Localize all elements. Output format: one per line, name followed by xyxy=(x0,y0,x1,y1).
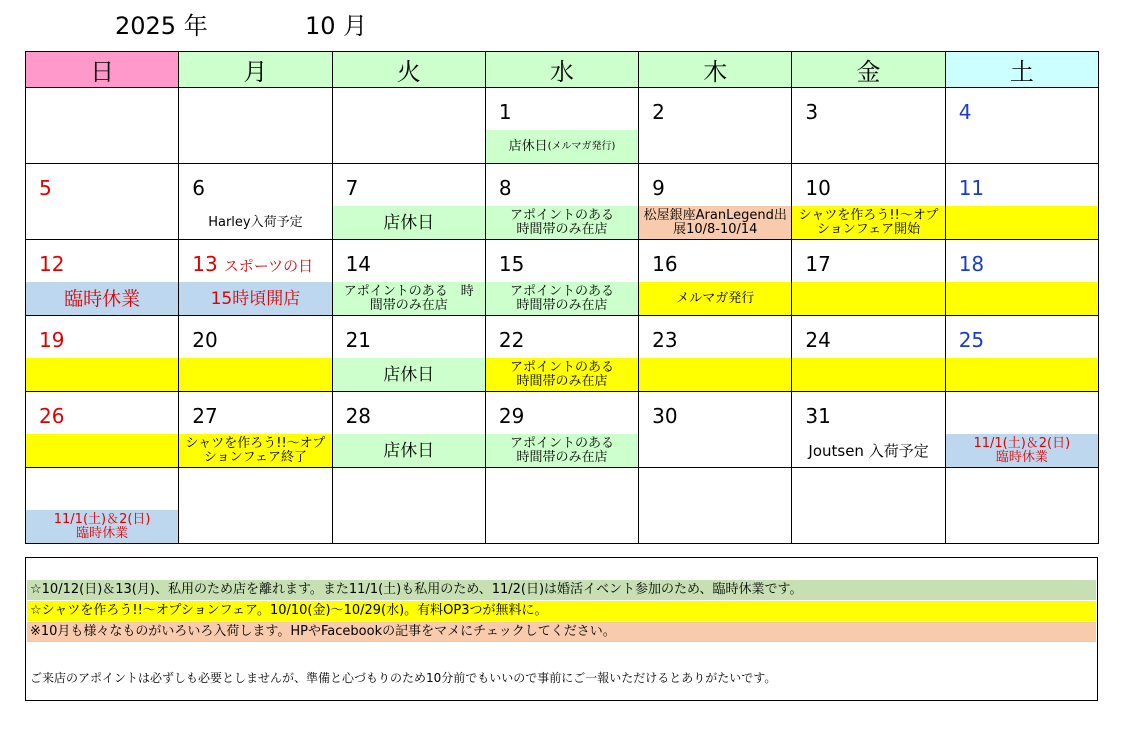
day-number xyxy=(39,328,64,352)
day-number xyxy=(805,100,818,124)
weekday-header-row xyxy=(26,52,1099,88)
day-number-text: 13 xyxy=(192,252,218,276)
calendar-day-cell xyxy=(792,240,945,316)
calendar-day-cell xyxy=(639,164,792,240)
event-text: 11/1(土)＆2(日) 臨時休業 xyxy=(53,511,151,541)
day-number xyxy=(499,176,512,200)
calendar-day-cell xyxy=(792,316,945,392)
day-number xyxy=(39,252,64,276)
calendar-week-row xyxy=(26,316,1099,392)
day-number-text: 23 xyxy=(652,328,678,352)
calendar-day-cell xyxy=(332,316,485,392)
day-number xyxy=(192,176,205,200)
day-number xyxy=(805,328,830,352)
calendar-day-cell xyxy=(332,240,485,316)
calendar-day-cell xyxy=(945,164,1098,240)
day-event-band xyxy=(333,434,485,467)
event-text: 店休日 xyxy=(383,212,435,233)
day-number-text: 11 xyxy=(958,176,985,200)
calendar-month: 10 月 xyxy=(305,12,368,40)
day-event-band xyxy=(486,282,638,315)
day-number xyxy=(805,252,830,276)
note-arrivals: ※10月も様々なものがいろいろ入荷します。HPやFacebookの記事をマメにチェックしてください。 xyxy=(27,622,1096,642)
day-number xyxy=(39,404,64,428)
day-number-text: 5 xyxy=(39,176,52,200)
day-number xyxy=(959,328,984,352)
day-number-text: 27 xyxy=(192,404,218,428)
weekday-tuesday: 火 xyxy=(332,52,485,88)
day-number-text: 9 xyxy=(652,176,665,200)
day-number xyxy=(346,328,371,352)
calendar-day-cell xyxy=(792,164,945,240)
event-text: メルマガ発行 xyxy=(676,290,755,306)
calendar-week-row xyxy=(26,240,1099,316)
weekday-saturday: 土 xyxy=(945,52,1098,88)
day-event-band xyxy=(486,206,638,239)
day-number-text: 16 xyxy=(652,252,678,276)
event-text: 15時頃開店 xyxy=(210,288,301,309)
day-number xyxy=(652,252,677,276)
calendar-day-cell xyxy=(26,164,179,240)
calendar-week-row xyxy=(26,468,1099,544)
weekday-sunday: 日 xyxy=(26,52,179,88)
weekday-wednesday: 水 xyxy=(485,52,638,88)
day-event-band xyxy=(179,206,331,239)
calendar-day-cell xyxy=(332,88,485,164)
day-event-band xyxy=(486,130,638,163)
calendar-week-row xyxy=(26,392,1099,468)
event-text: アポイントのある 時間帯のみ在店 xyxy=(509,435,614,465)
day-number-text: 18 xyxy=(958,252,985,276)
day-number-text: 21 xyxy=(345,328,372,352)
day-number xyxy=(959,252,984,276)
day-event-band xyxy=(179,282,331,315)
calendar-day-cell xyxy=(485,164,638,240)
notes-box xyxy=(25,557,1098,701)
day-event-band xyxy=(792,282,944,315)
calendar-grid xyxy=(25,51,1099,544)
event-text: Harley入荷予定 xyxy=(208,214,303,230)
day-number xyxy=(499,100,512,124)
day-number xyxy=(499,328,524,352)
day-number xyxy=(192,328,217,352)
calendar-day-cell xyxy=(179,164,332,240)
day-number-text: 4 xyxy=(958,100,972,124)
day-event-band xyxy=(333,282,485,315)
calendar-week-row xyxy=(26,164,1099,240)
day-number-text: 24 xyxy=(805,328,831,352)
calendar-day-cell xyxy=(485,392,638,468)
calendar-day-cell xyxy=(26,392,179,468)
day-number xyxy=(499,404,524,428)
day-event-band xyxy=(333,358,485,391)
calendar-day-cell xyxy=(945,468,1098,544)
day-event-band xyxy=(946,206,1098,239)
day-number xyxy=(192,404,217,428)
calendar-day-cell xyxy=(26,316,179,392)
day-event-band xyxy=(639,358,791,391)
day-number-text: 7 xyxy=(345,176,359,200)
holiday-label: スポーツの日 xyxy=(223,257,314,275)
day-number xyxy=(652,404,677,428)
day-number-text: 17 xyxy=(805,252,831,276)
calendar-day-cell xyxy=(639,392,792,468)
event-text: 店休日 xyxy=(383,364,435,385)
event-text: アポイントのある 時間帯のみ在店 xyxy=(509,283,614,313)
day-number xyxy=(652,100,665,124)
day-event-band xyxy=(179,358,331,391)
event-text: 11/1(土)＆2(日) 臨時休業 xyxy=(973,435,1071,465)
event-text: 臨時休業 xyxy=(64,287,141,310)
day-event-band xyxy=(26,282,178,315)
day-number-text: 12 xyxy=(39,252,65,276)
calendar-day-cell xyxy=(945,88,1098,164)
calendar-day-cell xyxy=(179,316,332,392)
calendar-day-cell xyxy=(945,240,1098,316)
day-number xyxy=(499,252,524,276)
day-number-text: 19 xyxy=(39,328,65,352)
day-number xyxy=(39,176,52,200)
event-text: アポイントのある 時間帯のみ在店 xyxy=(509,207,614,237)
calendar-year: 2025 年 xyxy=(115,12,208,40)
day-event-band xyxy=(26,510,178,543)
calendar-day-cell xyxy=(792,88,945,164)
day-number-text: 29 xyxy=(498,404,525,428)
day-event-band xyxy=(792,358,944,391)
event-text: 松屋銀座AranLegend出 展10/8-10/14 xyxy=(643,207,787,237)
event-text: 店休日 xyxy=(508,138,548,154)
calendar-day-cell xyxy=(332,392,485,468)
day-number xyxy=(652,328,677,352)
calendar-day-cell xyxy=(26,240,179,316)
day-event-band xyxy=(792,206,944,239)
event-text: シャツを作ろう!!～オプ ションフェア開始 xyxy=(798,207,939,237)
calendar-day-cell xyxy=(179,468,332,544)
day-number xyxy=(959,176,984,200)
weekday-friday: 金 xyxy=(792,52,945,88)
calendar-day-cell xyxy=(485,240,638,316)
day-number xyxy=(346,404,371,428)
day-event-band xyxy=(792,434,944,467)
day-event-band xyxy=(26,434,178,467)
day-number-text: 14 xyxy=(345,252,372,276)
day-number-text: 2 xyxy=(652,100,665,124)
day-event-band xyxy=(639,282,791,315)
calendar-day-cell xyxy=(26,88,179,164)
day-number-text: 6 xyxy=(192,176,206,200)
weekday-monday: 月 xyxy=(179,52,332,88)
day-number-text: 1 xyxy=(498,100,512,124)
calendar-day-cell xyxy=(639,88,792,164)
day-event-band xyxy=(486,434,638,467)
calendar-day-cell xyxy=(485,468,638,544)
day-number-text: 3 xyxy=(805,100,819,124)
event-text: アポイントのある 時間帯のみ在店 xyxy=(509,359,614,389)
day-event-band xyxy=(333,206,485,239)
calendar-day-cell xyxy=(639,316,792,392)
calendar-day-cell xyxy=(179,240,332,316)
day-number xyxy=(805,176,830,200)
event-text: 店休日 xyxy=(383,440,435,461)
day-number-text: 20 xyxy=(192,328,218,352)
day-number xyxy=(959,100,972,124)
day-event-band xyxy=(486,358,638,391)
note-closure: ☆10/12(日)＆13(月)、私用のため店を離れます。また11/1(土)も私用のため、11/2(日)は婚活イベント参加のため、臨時休業です。 xyxy=(27,580,1096,600)
calendar-day-cell xyxy=(945,392,1098,468)
day-event-band xyxy=(179,434,331,467)
note-shirt-fair: ☆シャツを作ろう!!～オプションフェア。10/10(金)～10/29(水)。有料OP3つが無料に。 xyxy=(27,601,1096,621)
day-number xyxy=(652,176,665,200)
day-number-text: 26 xyxy=(39,404,65,428)
calendar-day-cell xyxy=(792,468,945,544)
calendar-day-cell xyxy=(332,468,485,544)
calendar-day-cell xyxy=(179,88,332,164)
calendar-day-cell xyxy=(332,164,485,240)
day-number-text: 30 xyxy=(652,404,678,428)
event-text: アポイントのある 時 間帯のみ在店 xyxy=(343,283,474,313)
day-number xyxy=(346,176,359,200)
calendar-day-cell xyxy=(485,316,638,392)
day-event-band xyxy=(946,434,1098,467)
day-number-text: 15 xyxy=(498,252,525,276)
calendar-day-cell xyxy=(179,392,332,468)
day-number-text: 28 xyxy=(345,404,372,428)
calendar-day-cell xyxy=(945,316,1098,392)
event-subtext: (メルマガ発行) xyxy=(547,140,616,152)
day-number-text: 8 xyxy=(498,176,512,200)
calendar-day-cell xyxy=(792,392,945,468)
day-number-text: 25 xyxy=(958,328,985,352)
event-text: シャツを作ろう!!～オプ ションフェア終了 xyxy=(185,435,326,465)
weekday-thursday: 木 xyxy=(639,52,792,88)
note-appointment: ご来店のアポイントは必ずしも必要としませんが、準備と心づもりのため10分前でもいいので事前にご一報いただけるとありがたいです。 xyxy=(30,671,777,685)
day-event-band xyxy=(946,282,1098,315)
day-number xyxy=(346,252,371,276)
calendar-day-cell xyxy=(26,468,179,544)
day-event-band xyxy=(26,358,178,391)
event-text: Joutsen 入荷予定 xyxy=(808,441,929,460)
day-number xyxy=(805,404,830,428)
day-number-text: 31 xyxy=(805,404,831,428)
calendar-week-row xyxy=(26,88,1099,164)
day-number xyxy=(192,252,313,276)
day-number-text: 10 xyxy=(805,176,831,200)
day-number-text: 22 xyxy=(498,328,525,352)
calendar-day-cell xyxy=(639,240,792,316)
calendar-day-cell xyxy=(639,468,792,544)
day-event-band xyxy=(946,358,1098,391)
calendar-day-cell xyxy=(485,88,638,164)
day-event-band xyxy=(639,206,791,239)
